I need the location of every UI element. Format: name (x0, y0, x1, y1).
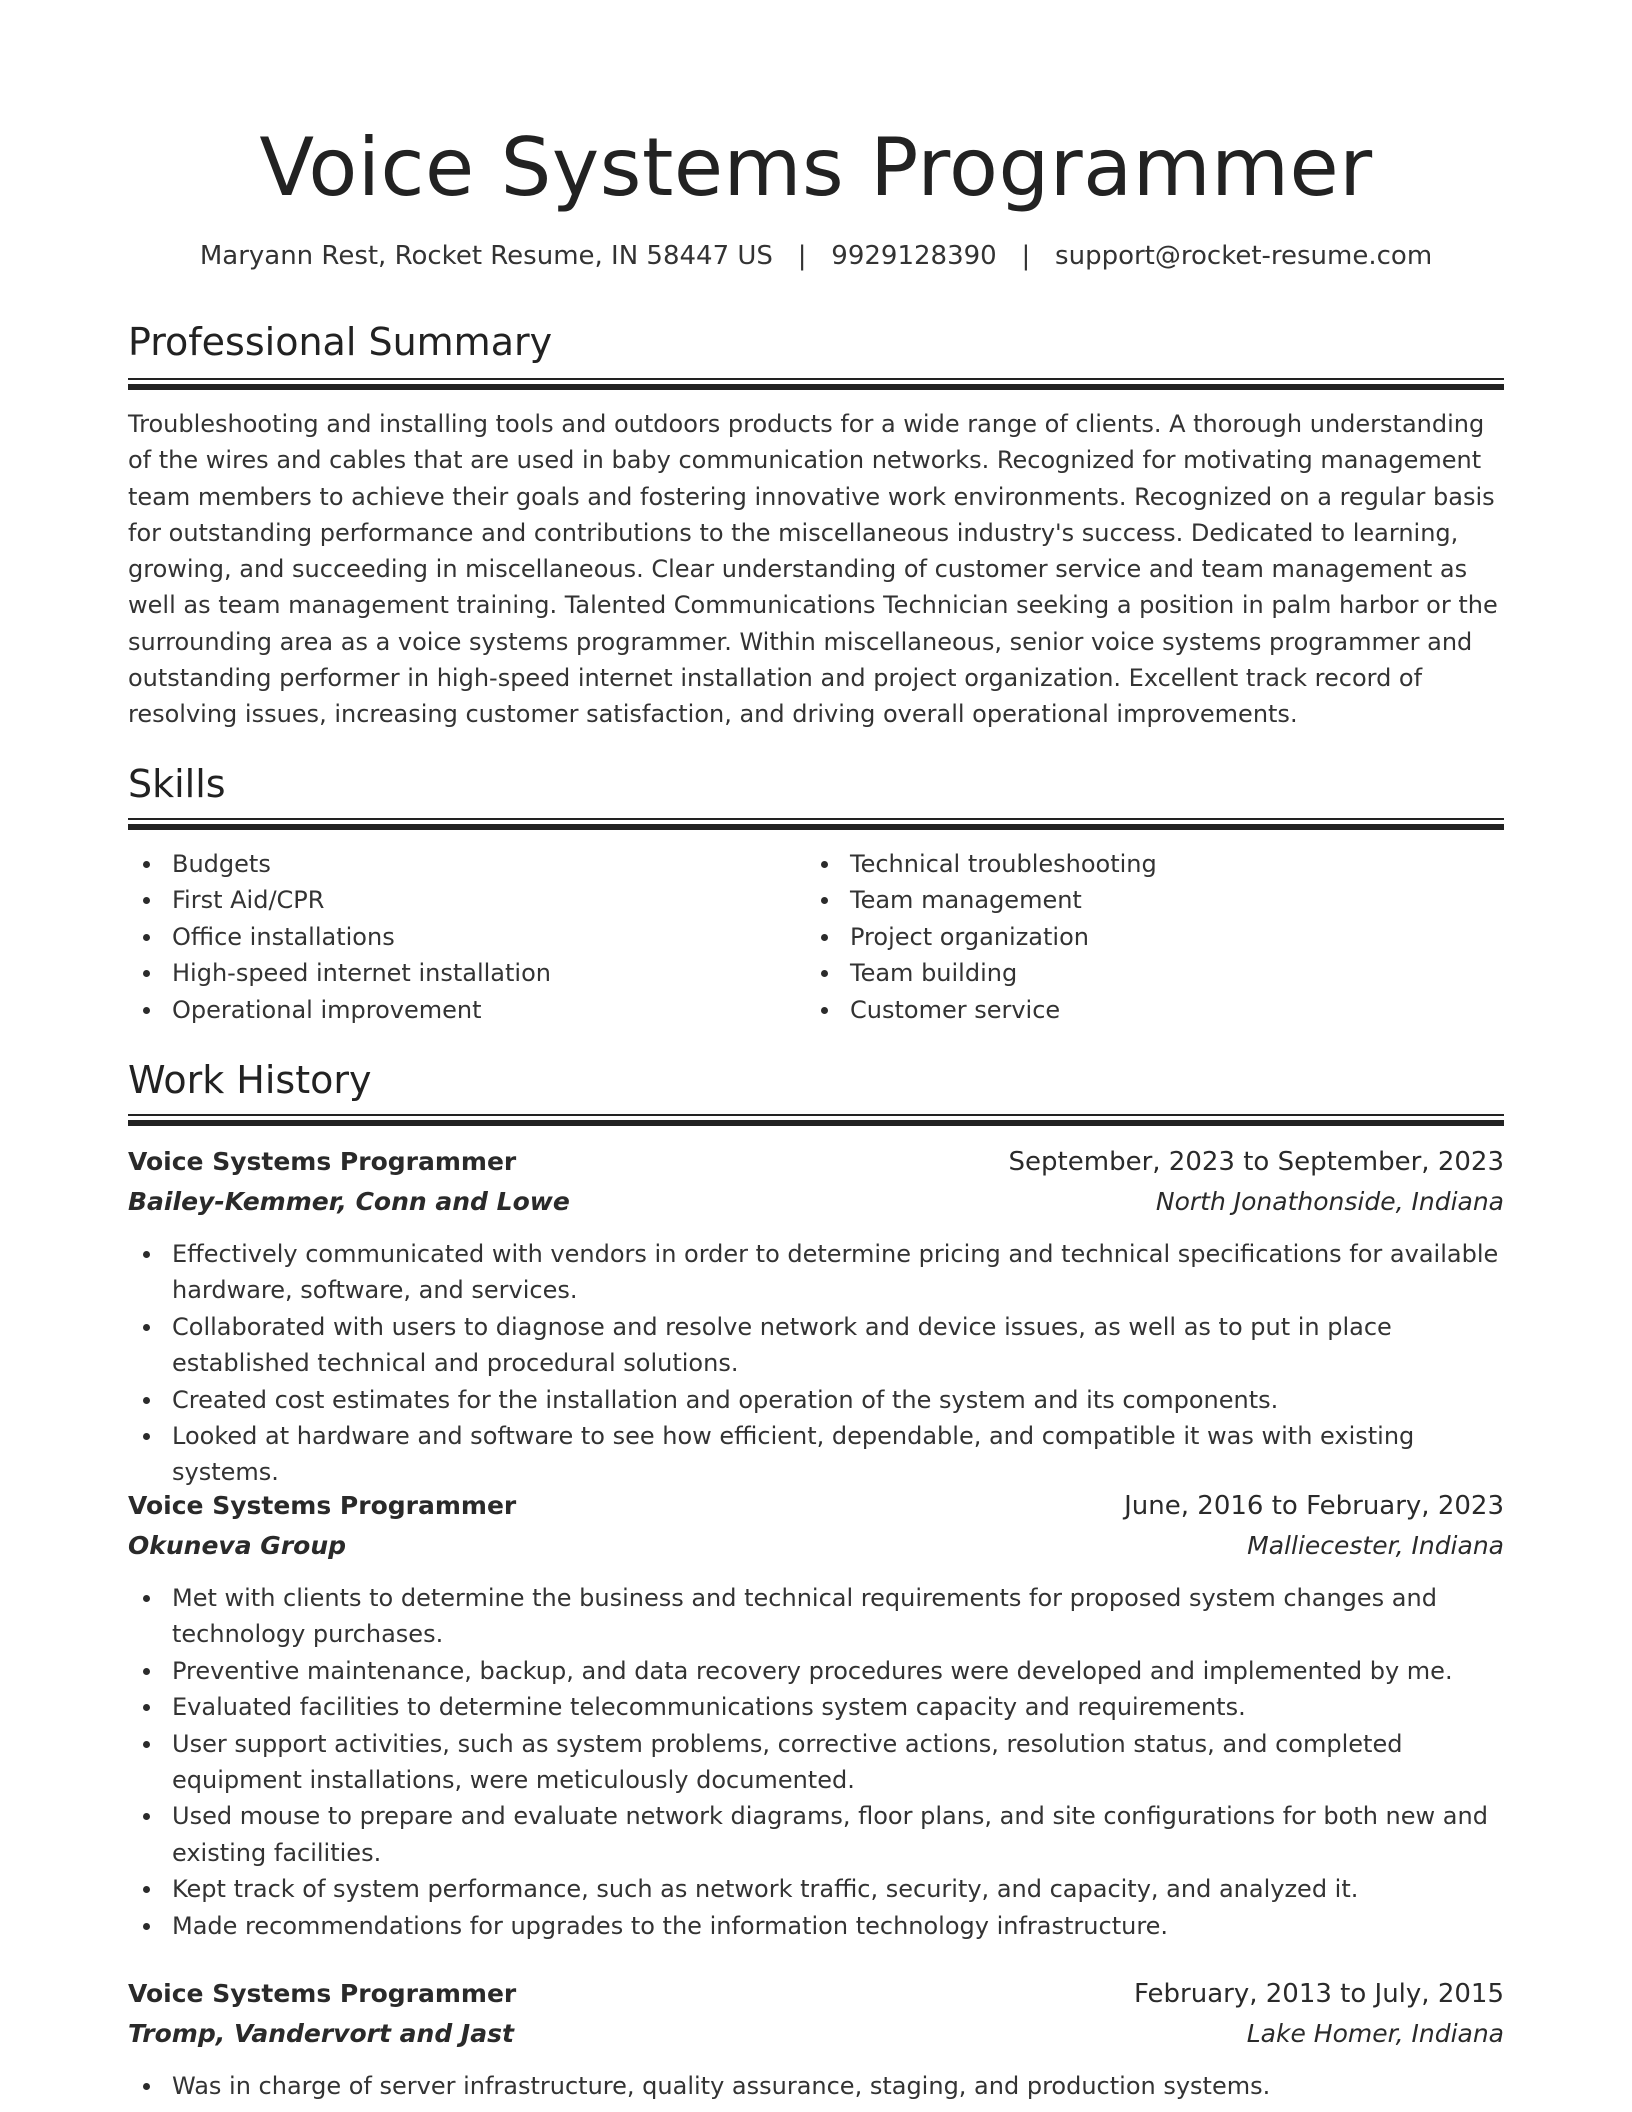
job-title: Voice Systems Programmer (128, 1491, 517, 1520)
job-dates: June, 2016 to February, 2023 (1124, 1491, 1504, 1521)
job-bullet: Effectively communicated with vendors in order to determine pricing and technical specifications for available hardware, software, and services. (128, 1236, 1504, 1309)
job-header (128, 1974, 1504, 2014)
job-bullets (128, 1236, 1504, 1491)
job-bullet: Kept track of system performance, such as network traffic, security, and capacity, and analyzed it. (128, 1871, 1504, 1907)
job-bullet: Was in charge of server infrastructure, quality assurance, staging, and production systems. (128, 2068, 1504, 2104)
job-location: Lake Homer, Indiana (1246, 2019, 1504, 2048)
skills-list-left (128, 846, 788, 1028)
job-bullets (128, 1580, 1504, 1944)
job-bullets (128, 2068, 1504, 2104)
skill-item: Team management (806, 882, 1466, 918)
job-header (128, 1486, 1504, 1526)
skill-item: First Aid/CPR (128, 882, 788, 918)
job-subheader (128, 2014, 1504, 2054)
job-bullet: Met with clients to determine the business and technical requirements for proposed system changes and technology purchases. (128, 1580, 1504, 1653)
job-company: Bailey-Kemmer, Conn and Lowe (128, 1187, 570, 1216)
skill-item: Technical troubleshooting (806, 846, 1466, 882)
skill-item: Project organization (806, 919, 1466, 955)
skill-item: Budgets (128, 846, 788, 882)
job-bullet: Used mouse to prepare and evaluate network diagrams, floor plans, and site configurations for both new and existing facilities. (128, 1798, 1504, 1871)
skills-heading: Skills (128, 762, 226, 806)
job-title: Voice Systems Programmer (128, 1147, 517, 1176)
job-dates: February, 2013 to July, 2015 (1134, 1979, 1504, 2009)
job-company: Tromp, Vandervort and Jast (128, 2019, 514, 2048)
job-bullet: User support activities, such as system problems, corrective actions, resolution status, and completed equipment installations, were meticulously documented. (128, 1726, 1504, 1799)
job-bullet: Made recommendations for upgrades to the information technology infrastructure. (128, 1908, 1504, 1944)
skill-item: Customer service (806, 992, 1466, 1028)
job-dates: September, 2023 to September, 2023 (1008, 1147, 1504, 1177)
summary-divider (128, 378, 1504, 390)
job-company: Okuneva Group (128, 1531, 347, 1560)
skills-list-right (806, 846, 1466, 1028)
job-header (128, 1142, 1504, 1182)
summary-heading: Professional Summary (128, 320, 553, 364)
job-bullet: Looked at hardware and software to see how efficient, dependable, and compatible it was with existing systems. (128, 1418, 1504, 1491)
summary-text: Troubleshooting and installing tools and outdoors products for a wide range of clients. A thorough understanding of the wires and cables that are used in baby communication networks. Recognized for motivating management team members to achieve their goals and fostering innovative work environments. Recognized on a regular basis for outstanding performance and contributions to the miscellaneous industry's success. Dedicated to learning, growing, and succeeding in miscellaneous. Clear understanding of customer service and team management as well as team management training. Talented Communications Technician seeking a position in palm harbor or the surrounding area as a voice systems programmer. Within miscellaneous, senior voice systems programmer and outstanding performer in high-speed internet installation and project organization. Excellent track record of resolving issues, increasing customer satisfaction, and driving overall operational improvements. (128, 410, 1498, 729)
resume-name: Voice Systems Programmer (259, 121, 1373, 214)
job-location: North Jonathonside, Indiana (1155, 1187, 1504, 1216)
job-location: Malliecester, Indiana (1247, 1531, 1504, 1560)
contact-line: Maryann Rest, Rocket Resume, IN 58447 US | 9929128390 | support@rocket-resume.com (199, 241, 1433, 271)
job-subheader (128, 1182, 1504, 1222)
job-title: Voice Systems Programmer (128, 1979, 517, 2008)
job-bullet: Collaborated with users to diagnose and resolve network and device issues, as well as to put in place established technical and procedural solutions. (128, 1309, 1504, 1382)
job-subheader (128, 1526, 1504, 1566)
skill-item: Team building (806, 955, 1466, 991)
job-bullet: Evaluated facilities to determine telecommunications system capacity and requirements. (128, 1689, 1504, 1725)
skills-divider (128, 818, 1504, 830)
work-heading: Work History (128, 1058, 372, 1102)
skill-item: Office installations (128, 919, 788, 955)
work-divider (128, 1114, 1504, 1126)
job-bullet: Created cost estimates for the installation and operation of the system and its components. (128, 1382, 1504, 1418)
skill-item: High-speed internet installation (128, 955, 788, 991)
skill-item: Operational improvement (128, 992, 788, 1028)
job-bullet: Preventive maintenance, backup, and data recovery procedures were developed and implemented by me. (128, 1653, 1504, 1689)
